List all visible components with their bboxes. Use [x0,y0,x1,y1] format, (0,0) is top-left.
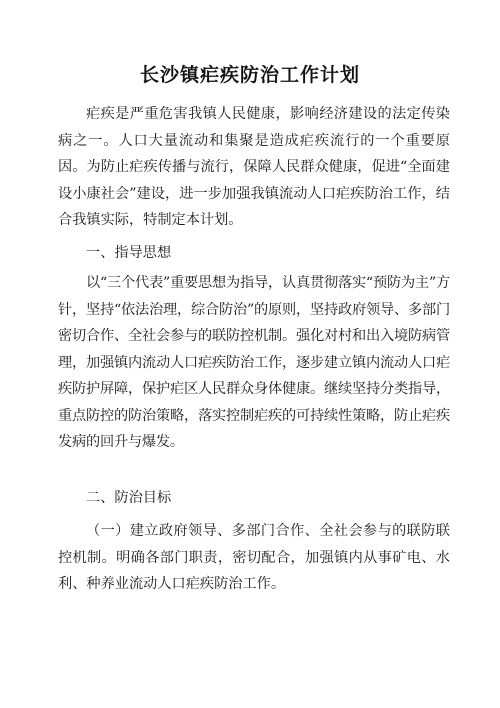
guiding-ideology-paragraph: 以“三个代表”重要思想为指导，认真贯彻落实“预防为主”方针，坚持“依法治理，综合防治”的原则，坚持政府领导、多部门密切合作、全社会参与的联防控机制。强化对村和出入境防病管理，加强镇内流动人口疟疾防治工作，逐步建立镇内流动人口疟疾防护屏障，保护疟区人民群众身体健康。继续坚持分类指导，重点防控的防治策略，落实控制疟疾的可持续性策略，防止疟疾发病的回升与爆发。 [58,275,450,450]
document-title: 长沙镇疟疾防治工作计划 [139,64,360,86]
prevention-goals-paragraph: （一）建立政府领导、多部门合作、全社会参与的联防联控机制。明确各部门职责，密切配合，加强镇内从事矿电、水利、种养业流动人口疟疾防治工作。 [58,523,450,592]
section-heading-guiding-ideology: 一、指导思想 [86,245,172,261]
section-heading-prevention-goals: 二、防治目标 [86,490,172,506]
intro-paragraph: 疟疾是严重危害我镇人民健康，影响经济建设的法定传染病之一。人口大量流动和集聚是造成疟疾流行的一个重要原因。为防止疟疾传播与流行，保障人民群众健康，促进“全面建设小康社会”建设，进一步加强我镇流动人口疟疾防治工作，结合我镇实际，特制定本计划。 [58,106,450,228]
